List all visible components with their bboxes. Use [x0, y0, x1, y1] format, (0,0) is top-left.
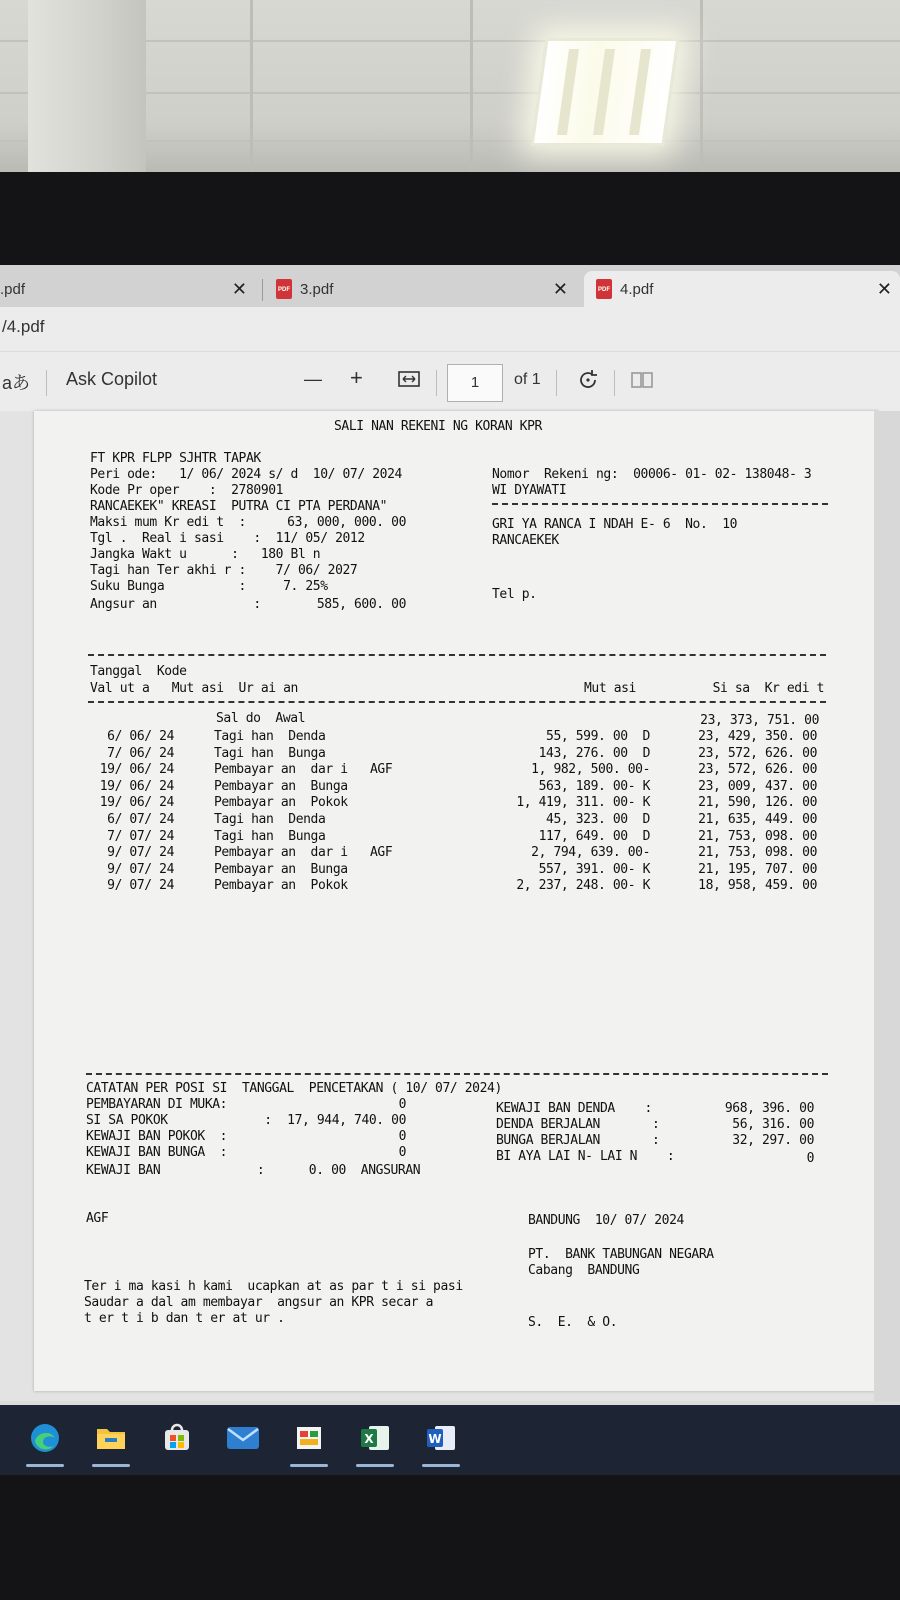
tab-pdf[interactable] — [0, 271, 255, 307]
info-label: Maksi mum Kr edi t : — [90, 515, 246, 530]
svg-text:X: X — [364, 1432, 374, 1446]
tx-mutasi: 143, 276. 00 D — [538, 745, 650, 761]
catatan-label: PEMBAYARAN DI MUKA: — [86, 1097, 228, 1112]
pdf-toolbar — [0, 351, 900, 411]
word-icon[interactable] — [420, 1417, 462, 1459]
tx-mutasi: 2, 794, 639. 00- — [531, 845, 650, 861]
column-header-valuta-mutasi-uraian: Val ut a Mut asi Ur ai an — [90, 681, 298, 696]
address-bar[interactable] — [0, 307, 900, 351]
developer-name: RANCAEKEK" KREASI PUTRA CI PTA PERDANA" — [90, 499, 388, 514]
kode-proper: Kode Pr oper : 2780901 — [90, 483, 284, 498]
catatan-label: DENDA BERJALAN : — [496, 1117, 660, 1132]
tab-label: 3.pdf — [300, 280, 334, 298]
tx-uraian: Pembayar an Pokok — [214, 795, 348, 811]
catatan-value: 0 — [398, 1129, 406, 1144]
catatan-value: 0 — [398, 1145, 406, 1160]
excel-icon[interactable] — [354, 1417, 396, 1459]
tx-mutasi: 2, 237, 248. 00- K — [516, 878, 650, 894]
tx-sisa-kredit: 21, 590, 126. 00 — [698, 795, 817, 811]
tx-uraian: Pembayar an dar i AGF — [214, 762, 393, 778]
fit-width-icon[interactable] — [398, 370, 420, 393]
column-header-mutasi: Mut asi — [584, 681, 636, 696]
address-line-1: GRI YA RANCA I NDAH E- 6 No. 10 — [492, 517, 738, 532]
periode: Peri ode: 1/ 06/ 2024 s/ d 10/ 07/ 2024 — [90, 467, 402, 482]
info-value: 585, 600. 00 — [316, 597, 406, 612]
catatan-label: SI SA POKOK : — [86, 1113, 272, 1128]
tx-mutasi: 563, 189. 00- K — [538, 778, 650, 794]
page-total: of 1 — [514, 371, 541, 388]
tx-mutasi: 117, 649. 00 D — [538, 828, 650, 844]
tx-uraian: Pembayar an dar i AGF — [214, 845, 393, 861]
tx-tanggal: 19/ 06/ 24 — [99, 778, 174, 794]
catatan-label: KEWAJI BAN DENDA : — [496, 1101, 652, 1116]
read-aloud-icon[interactable]: aあ — [2, 373, 31, 393]
file-explorer-icon[interactable] — [90, 1417, 132, 1459]
tx-mutasi: 1, 982, 500. 00- — [531, 762, 650, 778]
thanks-line-2: Saudar a dal am membayar angsur an KPR secar a — [84, 1295, 434, 1310]
tx-mutasi: 55, 599. 00 D — [546, 729, 650, 744]
telp: Tel p. — [492, 587, 537, 602]
tx-tanggal: 9/ 07/ 24 — [107, 861, 174, 877]
tx-uraian: Pembayar an Bunga — [214, 861, 348, 877]
tx-uraian: Tagi han Bunga — [214, 828, 326, 844]
tx-sisa-kredit: 23, 572, 626. 00 — [698, 762, 817, 778]
tx-uraian: Pembayar an Bunga — [214, 778, 348, 794]
catatan-title: CATATAN PER POSI SI TANGGAL PENCETAKAN ( 10/ 07/ 2024) — [86, 1081, 502, 1096]
zoom-in-button[interactable]: + — [350, 365, 363, 390]
tx-sisa-kredit: 21, 635, 449. 00 — [698, 812, 817, 827]
catatan-label: KEWAJI BAN : 0. 00 ANGSURAN — [86, 1163, 421, 1178]
tab-4-pdf[interactable] — [584, 271, 900, 307]
ceiling-column — [28, 0, 146, 175]
tx-sisa-kredit: 23, 009, 437. 00 — [698, 778, 817, 794]
close-icon[interactable]: ✕ — [552, 279, 568, 299]
catatan-value: 17, 944, 740. 00 — [287, 1113, 406, 1128]
pdf-file-icon: PDF — [276, 279, 292, 299]
info-label: Jangka Wakt u : 180 Bl n — [90, 547, 321, 562]
catatan-label: BI AYA LAI N- LAI N : — [496, 1149, 675, 1164]
address-line-2: RANCAEKEK — [492, 533, 559, 548]
print-place-date: BANDUNG 10/ 07/ 2024 — [528, 1213, 684, 1228]
customer-name: WI DYAWATI — [492, 483, 567, 498]
two-page-view-icon[interactable] — [630, 370, 654, 395]
mail-icon[interactable] — [222, 1417, 264, 1459]
tab-label: .pdf — [0, 280, 26, 298]
tx-uraian: Tagi han Denda — [214, 729, 326, 744]
nomor-rekening: Nomor Rekeni ng: 00006- 01- 02- 138048- 3 — [492, 467, 812, 482]
tx-tanggal: 19/ 06/ 24 — [99, 762, 174, 778]
thanks-line-3: t er t i b dan t er at ur . — [84, 1311, 285, 1326]
errors-omissions: S. E. & O. — [528, 1315, 618, 1330]
ceiling-background — [0, 0, 900, 175]
bank-name: PT. BANK TABUNGAN NEGARA — [528, 1247, 714, 1262]
thanks-line-1: Ter i ma kasi h kami ucapkan at as par t i si pasi — [84, 1279, 463, 1294]
catatan-label: BUNGA BERJALAN : — [496, 1133, 660, 1148]
tx-uraian: Tagi han Bunga — [214, 745, 326, 761]
tx-uraian: Pembayar an Pokok — [214, 878, 348, 894]
address-text: /4.pdf — [2, 317, 45, 336]
column-header-sisa-kredit: Si sa Kr edi t — [712, 681, 824, 696]
ask-copilot-button[interactable]: Ask Copilot — [66, 369, 158, 389]
saldo-awal-value: 23, 373, 751. 00 — [700, 713, 819, 728]
catatan-value: 968, 396. 00 — [724, 1101, 814, 1116]
ceiling-lamp — [530, 38, 679, 146]
svg-text:W: W — [428, 1432, 442, 1446]
close-icon[interactable]: ✕ — [231, 279, 247, 299]
tab-strip — [0, 265, 900, 307]
store-icon[interactable] — [156, 1417, 198, 1459]
document-viewport[interactable] — [0, 411, 900, 1401]
tab-3-pdf[interactable] — [276, 271, 576, 307]
info-label: Tagi han Ter akhi r : 7/ 06/ 2027 — [90, 563, 358, 578]
tx-uraian: Tagi han Denda — [214, 812, 326, 827]
info-label: Tgl . Real i sasi : 11/ 05/ 2012 — [90, 531, 365, 546]
branch-name: Cabang BANDUNG — [528, 1263, 640, 1278]
column-header-tanggal-kode: Tanggal Kode — [90, 664, 187, 679]
tx-sisa-kredit: 23, 429, 350. 00 — [698, 729, 817, 744]
tx-tanggal: 6/ 06/ 24 — [107, 729, 174, 744]
saldo-awal-label: Sal do Awal — [216, 711, 306, 726]
document-page — [34, 411, 879, 1391]
edge-icon[interactable] — [24, 1417, 66, 1459]
scrollbar-track[interactable] — [874, 411, 900, 1401]
tx-tanggal: 19/ 06/ 24 — [99, 795, 174, 811]
catatan-value: 56, 316. 00 — [732, 1117, 814, 1132]
tx-mutasi: 1, 419, 311. 00- K — [516, 795, 650, 811]
app-icon[interactable] — [288, 1417, 330, 1459]
tx-sisa-kredit: 18, 958, 459. 00 — [698, 878, 817, 894]
catatan-label: KEWAJI BAN POKOK : — [86, 1129, 228, 1144]
catatan-value: 0 — [398, 1097, 406, 1112]
tx-sisa-kredit: 21, 195, 707. 00 — [698, 861, 817, 877]
catatan-label: KEWAJI BAN BUNGA : — [86, 1145, 228, 1160]
tx-sisa-kredit: 21, 753, 098. 00 — [698, 828, 817, 844]
tx-mutasi: 45, 323. 00 D — [546, 812, 650, 827]
tx-sisa-kredit: 23, 572, 626. 00 — [698, 745, 817, 761]
page-number-input[interactable]: 1 — [447, 364, 503, 402]
catatan-value: 0 — [806, 1151, 814, 1166]
tx-tanggal: 9/ 07/ 24 — [107, 845, 174, 861]
tx-tanggal: 7/ 07/ 24 — [107, 828, 174, 844]
screen — [0, 265, 900, 1405]
catatan-value: 32, 297. 00 — [732, 1133, 814, 1148]
tx-tanggal: 9/ 07/ 24 — [107, 878, 174, 894]
tx-sisa-kredit: 21, 753, 098. 00 — [698, 845, 817, 861]
rotate-icon[interactable] — [576, 368, 600, 397]
info-label: Angsur an : — [90, 597, 261, 612]
agf-label: AGF — [86, 1211, 109, 1226]
taskbar — [0, 1405, 900, 1475]
info-label: Suku Bunga : 7. 25% — [90, 579, 328, 594]
tx-tanggal: 6/ 07/ 24 — [107, 812, 174, 827]
zoom-out-button[interactable]: — — [304, 369, 322, 389]
pdf-file-icon: PDF — [596, 279, 612, 299]
program-name: FT KPR FLPP SJHTR TAPAK — [90, 451, 261, 466]
tx-mutasi: 557, 391. 00- K — [538, 861, 650, 877]
tab-label: 4.pdf — [620, 280, 654, 298]
doc-title: SALI NAN REKENI NG KORAN KPR — [334, 419, 542, 434]
close-icon[interactable]: ✕ — [876, 279, 892, 299]
tx-tanggal: 7/ 06/ 24 — [107, 745, 174, 761]
info-value: 63, 000, 000. 00 — [287, 515, 406, 530]
